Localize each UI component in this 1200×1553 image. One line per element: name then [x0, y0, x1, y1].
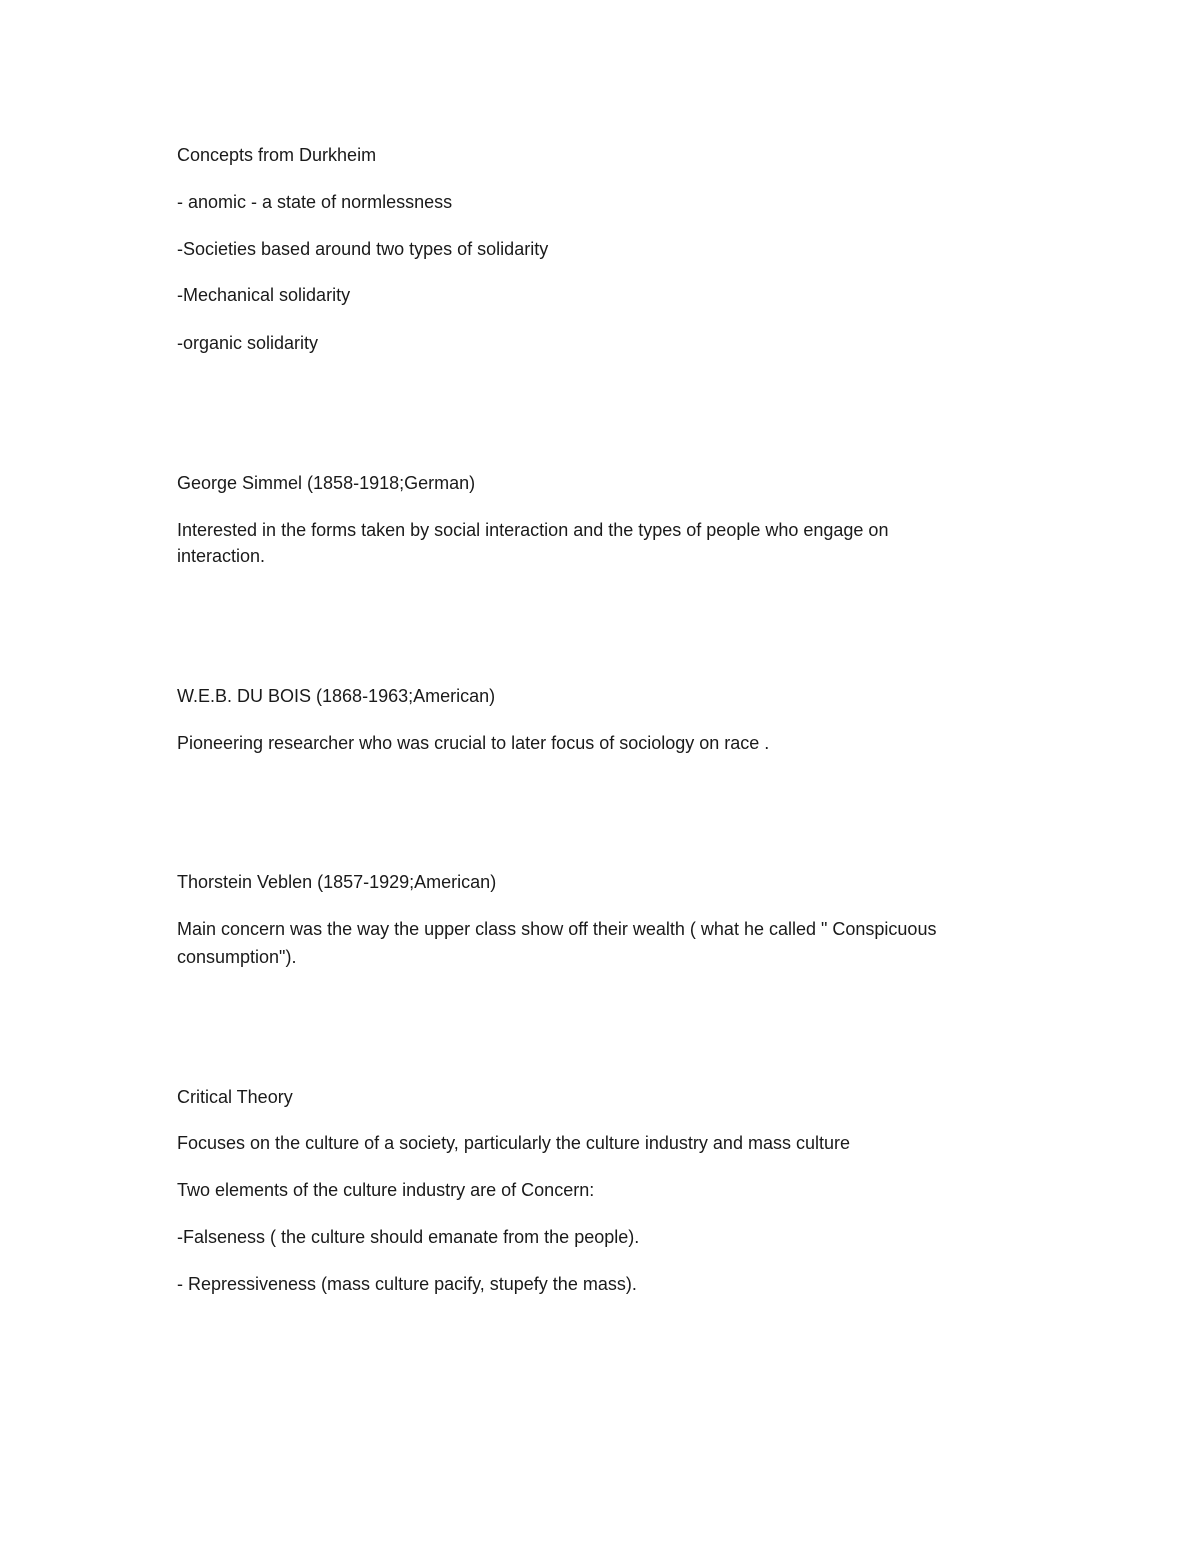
critical-theory-heading: Critical Theory	[177, 1087, 293, 1107]
critical-theory-elements: Two elements of the culture industry are of Concern:	[177, 1180, 595, 1200]
dubois-heading: W.E.B. DU BOIS (1868-1963;American)	[177, 686, 496, 706]
simmel-body-line2: interaction.	[177, 546, 266, 566]
durkheim-item-organic: -organic solidarity	[177, 333, 319, 353]
critical-theory-repressiveness: - Repressiveness (mass culture pacify, stupefy the mass).	[177, 1274, 637, 1294]
dubois-body: Pioneering researcher who was crucial to later focus of sociology on race .	[177, 733, 770, 753]
durkheim-item-anomic: - anomic - a state of normlessness	[177, 192, 453, 212]
durkheim-item-mechanical: -Mechanical solidarity	[177, 285, 351, 305]
veblen-body-line2: consumption").	[177, 947, 297, 967]
simmel-heading: George Simmel (1858-1918;German)	[177, 473, 476, 493]
veblen-heading: Thorstein Veblen (1857-1929;American)	[177, 872, 497, 892]
critical-theory-focus: Focuses on the culture of a society, particularly the culture industry and mass culture	[177, 1133, 850, 1153]
simmel-body-line1: Interested in the forms taken by social interaction and the types of people who engage on	[177, 520, 889, 540]
durkheim-item-solidarity-types: -Societies based around two types of solidarity	[177, 239, 549, 259]
veblen-body-line1: Main concern was the way the upper class show off their wealth ( what he called " Conspicuous	[177, 919, 937, 939]
critical-theory-falseness: -Falseness ( the culture should emanate from the people).	[177, 1227, 640, 1247]
durkheim-heading: Concepts from Durkheim	[177, 145, 377, 165]
